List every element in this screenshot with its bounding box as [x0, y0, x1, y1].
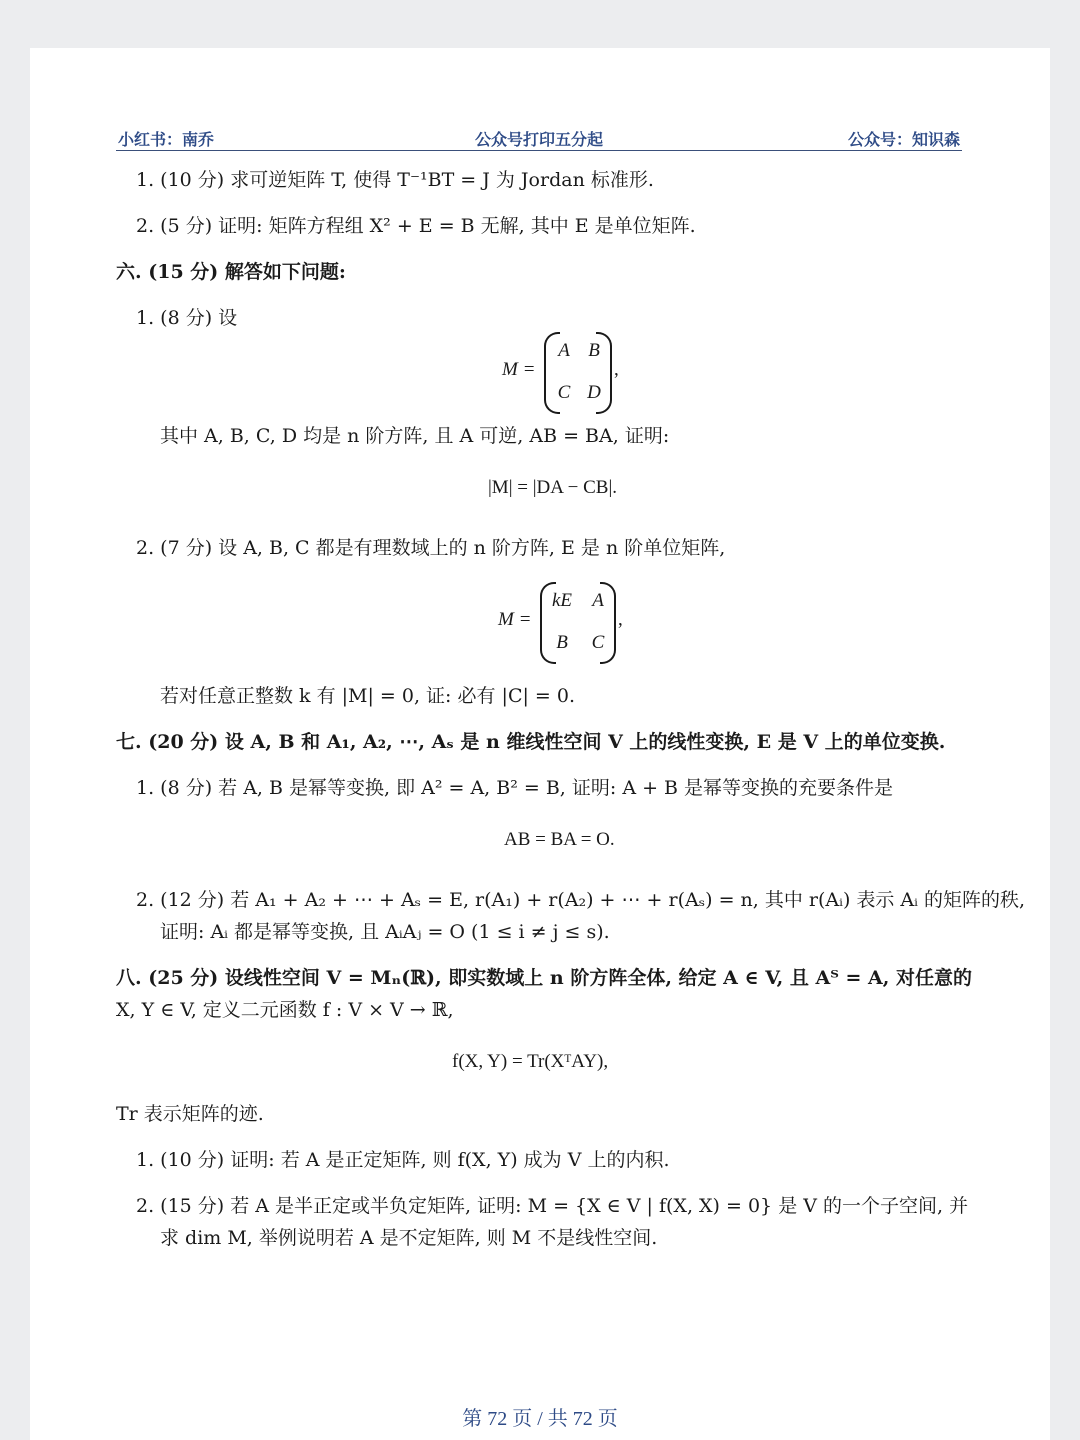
- matrix-2: [496, 582, 646, 662]
- item-6-2-conclusion: 若对任意正整数 k 有 |M| = 0, 证: 必有 |C| = 0.: [160, 685, 576, 707]
- section-7-heading: 七. (20 分) 设 A, B 和 A₁, A₂, ⋯, Aₛ 是 n 维线性空间 V 上的线性变换, E 是 V 上的单位变换.: [116, 731, 946, 753]
- matrix-1-right-paren: [596, 332, 612, 414]
- item-7-2-line1: 2. (12 分) 若 A₁ + A₂ + ⋯ + Aₛ = E, r(A₁) + r(A₂) + ⋯ + r(Aₛ) = n, 其中 r(Aᵢ) 表示 Aᵢ 的矩阵的秩,: [136, 889, 1026, 911]
- matrix-1-cell: D: [587, 382, 601, 403]
- equation-ab-ba: AB = BA = O.: [504, 829, 615, 850]
- matrix-1-cell: A: [558, 340, 570, 361]
- equation-bilinear: f(X, Y) = Tr(XᵀAY),: [452, 1051, 609, 1072]
- item-5-2: 2. (5 分) 证明: 矩阵方程组 X² + E = B 无解, 其中 E 是单位矩阵.: [136, 215, 696, 237]
- matrix-2-right-paren: [600, 582, 616, 664]
- item-6-1: 1. (8 分) 设: [136, 307, 238, 329]
- matrix-2-tail: ,: [618, 609, 623, 630]
- section-6-heading: 六. (15 分) 解答如下问题:: [116, 261, 346, 283]
- trace-note: Tr 表示矩阵的迹.: [116, 1103, 264, 1125]
- matrix-1-lhs: M =: [502, 359, 536, 380]
- section-8-line2: X, Y ∈ V, 定义二元函数 f : V × V → ℝ,: [116, 999, 454, 1021]
- header-center: 公众号打印五分起: [474, 130, 603, 149]
- item-8-2-line2: 求 dim M, 举例说明若 A 是不定矩阵, 则 M 不是线性空间.: [160, 1227, 658, 1249]
- matrix-2-cell: B: [556, 632, 568, 653]
- header-right: 公众号：知识森: [847, 130, 960, 149]
- matrix-2-cell: kE: [551, 590, 573, 611]
- equation-det-m: |M| = |DA − CB|.: [488, 477, 618, 498]
- matrix-2-lhs: M =: [498, 609, 532, 630]
- item-5-1: 1. (10 分) 求可逆矩阵 T, 使得 T⁻¹BT = J 为 Jordan 标准形.: [136, 169, 654, 191]
- item-7-1: 1. (8 分) 若 A, B 是幂等变换, 即 A² = A, B² = B, 证明: A + B 是幂等变换的充要条件是: [136, 777, 894, 799]
- item-8-1: 1. (10 分) 证明: 若 A 是正定矩阵, 则 f(X, Y) 成为 V 上的内积.: [136, 1149, 670, 1171]
- item-6-2: 2. (7 分) 设 A, B, C 都是有理数域上的 n 阶方阵, E 是 n 阶单位矩阵,: [136, 537, 726, 559]
- header-left: 小红书：南乔: [118, 130, 215, 149]
- page-header: [116, 124, 962, 151]
- item-6-1-where: 其中 A, B, C, D 均是 n 阶方阵, 且 A 可逆, AB = BA, 证明:: [160, 425, 670, 447]
- matrix-1-tail: ,: [614, 359, 619, 380]
- page-number: 第 72 页 / 共 72 页: [462, 1408, 618, 1430]
- matrix-1: [500, 332, 640, 412]
- matrix-2-cell: A: [592, 590, 604, 611]
- item-8-2-line1: 2. (15 分) 若 A 是半正定或半负定矩阵, 证明: M = {X ∈ V | f(X, X) = 0} 是 V 的一个子空间, 并: [136, 1195, 969, 1217]
- matrix-1-cell: B: [588, 340, 600, 361]
- section-8-heading: 八. (25 分) 设线性空间 V = Mₙ(ℝ), 即实数域上 n 阶方阵全体, 给定 A ∈ V, 且 Aᵀ = A, 对任意的: [116, 967, 972, 989]
- item-7-2-line2: 证明: Aᵢ 都是幂等变换, 且 AᵢAⱼ = O (1 ≤ i ≠ j ≤ s).: [160, 921, 610, 943]
- matrix-1-cell: C: [557, 382, 571, 403]
- matrix-2-cell: C: [591, 632, 605, 653]
